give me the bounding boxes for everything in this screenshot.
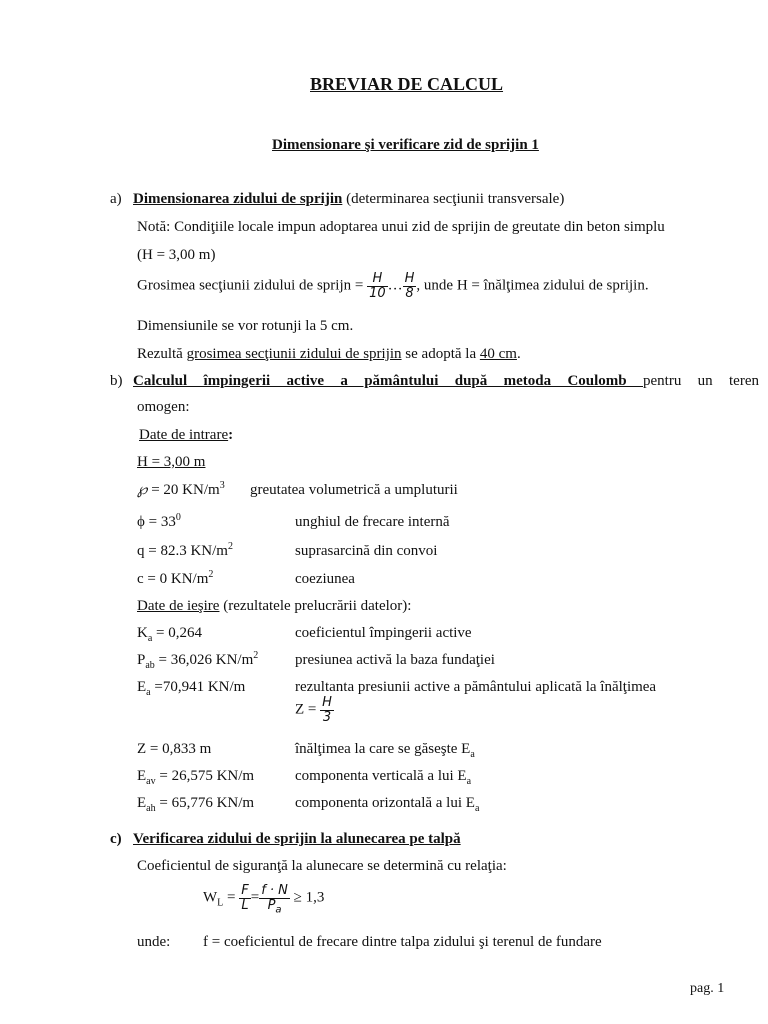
fraction-fn-pa (259, 883, 290, 916)
eah-value (137, 794, 254, 813)
section-b-heading: Calculul împingerii active a pământului după metoda Coulomb (133, 373, 643, 389)
section-a-marker: a) (110, 191, 122, 207)
phi-exponent: 0 (175, 512, 181, 523)
result-underlined: grosimea secţiunii zidului de sprijin (186, 346, 402, 362)
thickness-prefix: Grosimea secţiunii zidului de sprijn = (137, 277, 364, 294)
h-value: H = 3,00 m (137, 454, 206, 470)
fraction-denominator: L (241, 897, 249, 913)
inputs-label-line (139, 426, 233, 445)
z-desc-text: înălţimea la care se găseşte E (295, 741, 471, 757)
section-a-heading: Dimensionarea zidului de sprijin (133, 191, 343, 207)
q-exponent: 2 (227, 541, 233, 552)
fraction-denominator: 8 (405, 285, 414, 301)
inequality: ≥ 1,3 (293, 889, 325, 906)
eav-subscript: av (146, 776, 156, 787)
ka-number: = 0,264 (152, 625, 203, 641)
q-number: q = 82.3 KN/m (137, 543, 228, 559)
z-value: Z = 0,833 m (137, 741, 212, 757)
dots: … (387, 277, 403, 294)
pa-subscript: a (275, 904, 282, 916)
section-b-marker: b) (110, 373, 123, 389)
equals-2: = (250, 889, 260, 906)
section-b-heading-line (133, 372, 759, 391)
gamma-value (137, 481, 225, 500)
result-prefix: Rezultă (137, 346, 187, 362)
outputs-label-line (137, 597, 411, 616)
rounding-note: Dimensiunile se vor rotunji la 5 cm. (137, 318, 354, 334)
section-c-intro: Coeficientul de siguranţă la alunecare se determină cu relaţia: (137, 858, 507, 874)
eav-desc-subscript: a (466, 776, 472, 787)
inputs-label: Date de intrare (139, 427, 229, 443)
w-subscript: L (217, 897, 224, 909)
pab-desc: presiunea activă la baza fundaţiei (295, 652, 495, 668)
inputs-colon: : (228, 427, 234, 443)
document-title: BREVIAR DE CALCUL (310, 74, 504, 94)
ka-subscript: a (147, 633, 153, 644)
ea-desc: rezultanta presiunii active a pământului aplicată la înălţimea (295, 679, 657, 695)
result-line (137, 345, 521, 364)
c-exponent: 2 (208, 569, 214, 580)
section-a-heading-line (133, 190, 564, 209)
fraction-denominator (259, 897, 290, 916)
thickness-formula (137, 272, 649, 300)
eav-value (137, 767, 254, 786)
z-equals: Z = (295, 701, 317, 718)
eah-subscript: ah (146, 803, 156, 814)
pab-number: = 36,026 KN/m (154, 652, 254, 668)
pab-letter: P (137, 652, 146, 668)
eav-desc (295, 767, 471, 786)
q-value (137, 542, 233, 561)
c-number: c = 0 KN/m (137, 571, 209, 587)
fraction-numerator: F (241, 883, 249, 898)
eah-desc (295, 794, 479, 813)
phi-value (137, 513, 181, 532)
fraction-numerator: H (404, 271, 415, 286)
pab-exponent: 2 (253, 650, 259, 661)
ka-desc: coeficientul împingerii active (295, 625, 472, 641)
page-number: pag. 1 (690, 981, 725, 996)
ea-letter: E (137, 679, 147, 695)
pab-subscript: ab (145, 660, 155, 671)
ea-value (137, 678, 245, 697)
w-letter: W (203, 889, 218, 906)
eav-number: = 26,575 KN/m (155, 768, 255, 784)
eah-letter: E (137, 795, 147, 811)
c-desc: coeziunea (295, 571, 355, 587)
eah-number: = 65,776 KN/m (155, 795, 255, 811)
eav-letter: E (137, 768, 147, 784)
ka-value (137, 624, 202, 643)
fraction-numerator: H (367, 272, 388, 287)
q-desc: suprasarcină din convoi (295, 543, 438, 559)
phi-number: ϕ = 33 (137, 514, 176, 530)
outputs-label: Date de ieşire (137, 598, 220, 614)
fraction-numerator: f · N (261, 883, 288, 898)
fraction-denominator: 3 (322, 709, 332, 725)
equals-1: = (223, 889, 236, 906)
pab-value (137, 651, 258, 670)
z-desc-subscript: a (470, 749, 475, 760)
result-end: . (516, 346, 521, 362)
result-value: 40 cm (479, 346, 517, 362)
phi-desc: unghiul de frecare internă (295, 514, 450, 530)
thickness-suffix: , unde H = înălţimea zidului de sprijin. (416, 277, 649, 294)
ka-letter: K (137, 625, 148, 641)
gamma-exponent: 3 (219, 480, 225, 491)
gamma-number: = 20 KN/m (147, 482, 220, 498)
ea-subscript: a (146, 687, 151, 698)
section-c-heading: Verificarea zidului de sprijin la alunecarea pe talpă (133, 831, 461, 847)
fraction-h-3 (320, 696, 334, 724)
section-c-marker: c) (110, 831, 122, 847)
document-subtitle: Dimensionare şi verificare zid de sprijin 1 (272, 137, 539, 153)
pa-letter: P (267, 897, 276, 913)
c-value (137, 570, 213, 589)
result-mid: se adoptă la (401, 346, 480, 362)
note-line-1: Notă: Condiţiile locale impun adoptarea unui zid de sprijin de greutate din beton simplu (137, 219, 665, 235)
eah-desc-subscript: a (474, 803, 480, 814)
outputs-rest: (rezultatele prelucrării datelor): (219, 598, 412, 614)
section-b-heading-line-2: omogen: (137, 399, 190, 415)
fraction-h-8 (403, 272, 417, 300)
fraction-numerator: H (322, 695, 332, 710)
section-b-heading-rest: pentru un teren (643, 373, 759, 389)
gamma-desc: greutatea volumetrică a umpluturii (250, 482, 458, 498)
z-formula (295, 696, 334, 724)
f-definition: f = coeficientul de frecare dintre talpa zidului şi terenul de fundare (203, 934, 602, 950)
eah-desc-text: componenta orizontală a lui E (295, 795, 475, 811)
fraction-h-10 (367, 272, 388, 300)
gamma-symbol: ℘ (137, 482, 148, 498)
fraction-f-l (239, 884, 250, 912)
section-a-heading-rest: (determinarea secţiunii transversale) (342, 191, 565, 207)
z-desc (295, 740, 475, 759)
sliding-formula (203, 883, 325, 916)
unde-label: unde: (137, 934, 171, 950)
ea-number: =70,941 KN/m (150, 679, 246, 695)
note-line-2: (H = 3,00 m) (137, 247, 216, 263)
eav-desc-text: componenta verticală a lui E (295, 768, 467, 784)
fraction-denominator: 10 (369, 285, 386, 301)
